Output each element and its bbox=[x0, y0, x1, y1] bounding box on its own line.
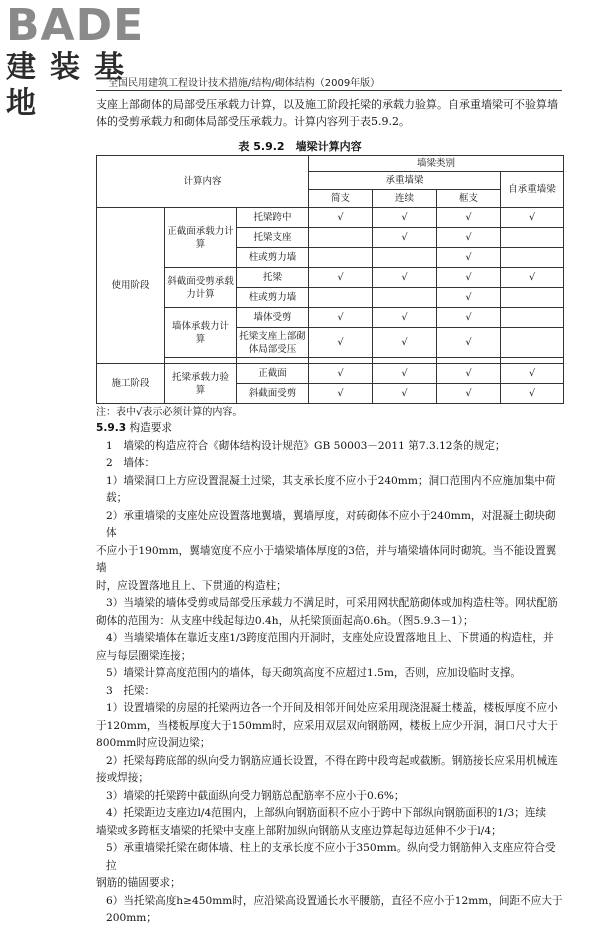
text-line: 于120mm，当楼板厚度大于150mm时，应采用双层双向钢筋网，楼板上应少开洞，洞口尺寸大于 bbox=[96, 719, 558, 732]
stage-construction: 施工阶段 bbox=[97, 364, 165, 404]
text-line: 钢筋的锚固要求； bbox=[96, 877, 181, 889]
check-mark: √ bbox=[501, 384, 564, 404]
row-label: 柱或剪力墙 bbox=[237, 248, 309, 268]
check-mark: √ bbox=[501, 364, 564, 384]
text-line: 6）当托梁高度h≥450mm时，应沿梁高设置通长水平腰筋，直径不应小于12mm，间距不应大于200mm； bbox=[106, 894, 563, 924]
stage-use: 使用阶段 bbox=[97, 208, 165, 364]
group-oblique-shear: 斜截面受剪承载力计算 bbox=[165, 268, 237, 308]
text-line: 应与每层圈梁连接； bbox=[96, 649, 192, 662]
check-mark: √ bbox=[437, 328, 501, 358]
text-line: 1 墙梁的构造应符合《砌体结构设计规范》GB 50003－2011 第7.3.12条的规定； bbox=[106, 439, 506, 452]
row-label: 托梁跨中 bbox=[237, 208, 309, 228]
check-mark: √ bbox=[309, 208, 373, 228]
running-head: 全国民用建筑工程设计技术措施/结构/砌体结构（2009年版） bbox=[108, 78, 381, 89]
text-line: 3 托梁： bbox=[106, 684, 156, 697]
check-mark: √ bbox=[373, 328, 437, 358]
row-label: 托梁 bbox=[237, 268, 309, 288]
row-label: 正截面 bbox=[237, 364, 309, 384]
text-line: 2 墙体： bbox=[106, 457, 156, 469]
check-mark: √ bbox=[437, 308, 501, 328]
check-mark: √ bbox=[437, 208, 501, 228]
body-text bbox=[96, 420, 566, 928]
table-note: 注：表中√表示必须计算的内容。 bbox=[96, 407, 243, 418]
check-mark: √ bbox=[309, 384, 373, 404]
check-mark: √ bbox=[501, 208, 564, 228]
group-beam-check: 托梁承载力验 算 bbox=[165, 364, 237, 404]
check-mark: √ bbox=[437, 288, 501, 308]
text-line: 2）托梁每跨底部的纵向受力钢筋应通长设置，不得在跨中段弯起或截断。钢筋接长应采用机械连 bbox=[106, 754, 558, 767]
text-line: 5）承重墙梁托梁在砌体墙、柱上的支承长度不应小于350mm。纵向受力钢筋伸入支座应符合受拉 bbox=[106, 842, 556, 872]
check-mark: √ bbox=[373, 308, 437, 328]
row-label: 托梁支座 bbox=[237, 228, 309, 248]
check-mark: √ bbox=[373, 268, 437, 288]
header-calc-content: 计算内容 bbox=[97, 156, 309, 208]
text-line: 4）托梁距边支座边l/4范围内，上部纵向钢筋面积不应小于跨中下部纵向钢筋面积的1/3；连续 bbox=[106, 807, 547, 819]
text-line: 砌体的范围为：从支座中线起每边0.4h，从托梁顶面起高0.6h。（图5.9.3－1）； bbox=[96, 614, 474, 627]
wall-beam-table bbox=[96, 155, 564, 404]
row-label: 斜截面受剪 bbox=[237, 384, 309, 404]
header-wall-type: 墙梁类别 bbox=[309, 156, 564, 172]
text-line: 3）墙梁的托梁跨中截面纵向受力钢筋总配筋率不应小于0.6%； bbox=[106, 789, 405, 802]
check-mark: √ bbox=[437, 268, 501, 288]
text-line: 时，应设置落地且上、下贯通的构造柱； bbox=[96, 579, 287, 592]
check-mark: √ bbox=[437, 248, 501, 268]
check-mark: √ bbox=[309, 364, 373, 384]
check-mark: √ bbox=[437, 228, 501, 248]
row-label: 墙体受剪 bbox=[237, 308, 309, 328]
header-load-bearing: 承重墙梁 bbox=[309, 172, 501, 190]
section-title: 构造要求 bbox=[129, 422, 172, 434]
check-mark: √ bbox=[373, 228, 437, 248]
table-title: 表 5.9.2 墙梁计算内容 bbox=[238, 140, 362, 153]
text-line: 1）设置墙梁的房屋的托梁两边各一个开间及相邻开间处应采用现浇混凝土楼盖，楼板厚度不应小 bbox=[106, 702, 558, 714]
check-mark: √ bbox=[309, 308, 373, 328]
text-line: 800mm时应设洞边梁； bbox=[96, 737, 211, 749]
text-line: 不应小于190mm，翼墙宽度不应小于墙梁墙体厚度的3倍，并与墙梁墙体同时砌筑。当不能设置翼墙 bbox=[96, 544, 557, 574]
text-line: 1）墙梁洞口上方应设置混凝土过梁，其支承长度不应小于240mm；洞口范围内不应施加集中荷载； bbox=[106, 474, 556, 504]
row-label: 托梁支座上部砌体局部受压 bbox=[237, 328, 309, 358]
check-mark: √ bbox=[437, 384, 501, 404]
check-mark: √ bbox=[501, 268, 564, 288]
text-line: 5）墙梁计算高度范围内的墙体，每天砌筑高度不应超过1.5m，否则，应加设临时支撑。 bbox=[106, 667, 522, 679]
check-mark: √ bbox=[309, 328, 373, 358]
row-label: 柱或剪力墙 bbox=[237, 288, 309, 308]
check-mark: √ bbox=[373, 208, 437, 228]
header-simple: 简支 bbox=[309, 190, 373, 208]
intro-paragraph: 支座上部砌体的局部受压承载力计算，以及施工阶段托梁的承载力验算。自承重墙梁可不验算墙体的受剪承载力和砌体局部受压承载力。计算内容列于表5.9.2。 bbox=[96, 98, 558, 128]
check-mark: √ bbox=[309, 268, 373, 288]
header-frame: 框支 bbox=[437, 190, 501, 208]
group-wall-capacity: 墙体承载力计 算 bbox=[165, 308, 237, 358]
text-line: 3）当墙梁的墙体受剪或局部受压承载力不满足时，可采用网状配筋砌体或加构造柱等。网状配筋 bbox=[106, 597, 558, 609]
header-self-bearing: 自承重墙梁 bbox=[501, 172, 564, 208]
text-line: 接或焊接； bbox=[96, 772, 149, 784]
section-heading bbox=[96, 420, 566, 438]
check-mark: √ bbox=[437, 364, 501, 384]
header-continuous: 连续 bbox=[373, 190, 437, 208]
header-rule bbox=[96, 90, 562, 91]
check-mark: √ bbox=[373, 384, 437, 404]
section-number: 5.9.3 bbox=[96, 422, 127, 434]
text-line: 墙梁或多跨框支墙梁的托梁中支座上部附加纵向钢筋从支座边算起每边延伸不少于l/4； bbox=[96, 824, 502, 837]
check-mark: √ bbox=[373, 364, 437, 384]
text-line: 2）承重墙梁的支座处应设置落地翼墙，翼墙厚度，对砖砌体不应小于240mm，对混凝土砌块砌体 bbox=[106, 509, 556, 539]
text-line: 4）当墙梁墙体在靠近支座1/3跨度范围内开洞时，支座处应设置落地且上、下贯通的构造柱，并 bbox=[106, 632, 554, 644]
logo-text-en: BADE bbox=[6, 0, 145, 51]
logo-text-cn: 建装基地 bbox=[6, 50, 138, 121]
group-normal-section: 正截面承载力计算 bbox=[165, 208, 237, 268]
